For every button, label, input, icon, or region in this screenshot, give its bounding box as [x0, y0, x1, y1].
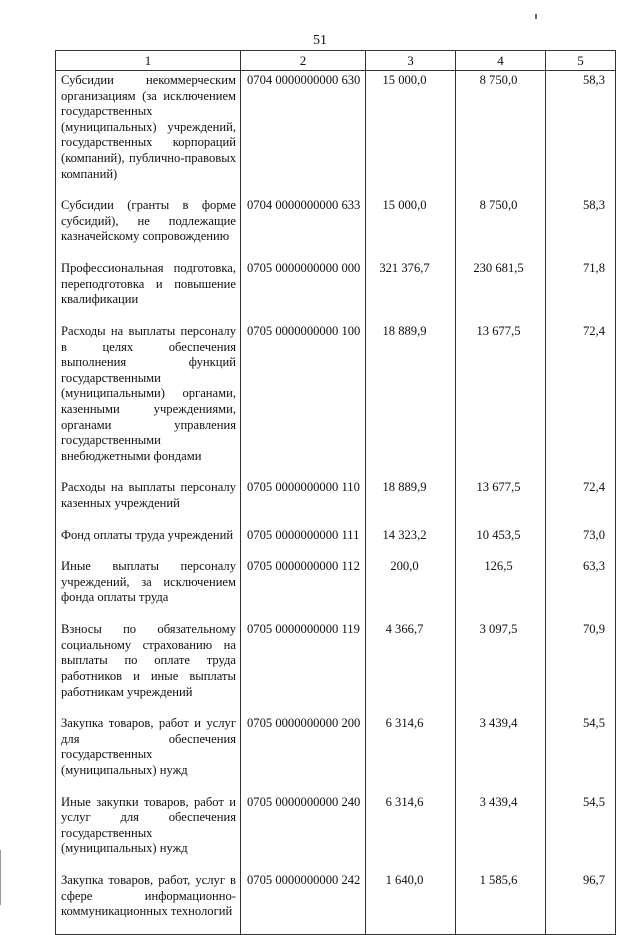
column-header: 2: [241, 51, 366, 71]
row-code: 0705 0000000000 000: [241, 259, 366, 322]
row-code: 0704 0000000000 633: [241, 196, 366, 259]
row-percent-value: 72,4: [546, 322, 616, 478]
column-header: 3: [366, 51, 456, 71]
row-actual-value: 1 585,6: [456, 871, 546, 934]
table-body: [56, 71, 616, 935]
row-name: Профессиональная подготовка, переподготовка и повышение квалификации: [56, 259, 241, 322]
table-row: [56, 620, 616, 714]
row-name: Фонд оплаты труда учреждений: [56, 526, 241, 558]
table-header-row: [56, 51, 616, 71]
row-plan-value: 4 366,7: [366, 620, 456, 714]
row-plan-value: 15 000,0: [366, 196, 456, 259]
table-row: [56, 259, 616, 322]
row-name: Расходы на выплаты персоналу казенных учреждений: [56, 478, 241, 525]
table-row: [56, 557, 616, 620]
row-actual-value: 126,5: [456, 557, 546, 620]
table-row: [56, 793, 616, 871]
row-percent-value: 73,0: [546, 526, 616, 558]
column-header: 5: [546, 51, 616, 71]
row-plan-value: 321 376,7: [366, 259, 456, 322]
row-code: 0705 0000000000 100: [241, 322, 366, 478]
scan-edge-line: [0, 850, 1, 905]
row-plan-value: 18 889,9: [366, 478, 456, 525]
row-name: Субсидии некоммерческим организациям (за исключением государственных (муниципальных) учреждений, государственных корпораций (компаний), публично-правовых компаний): [56, 71, 241, 197]
row-actual-value: 3 439,4: [456, 793, 546, 871]
row-percent-value: 63,3: [546, 557, 616, 620]
row-code: 0705 0000000000 111: [241, 526, 366, 558]
row-name: Расходы на выплаты персоналу в целях обеспечения выполнения функций государственными (муниципальными) органами, казенными учреждениями, органами управления государственными внебюджетными фондами: [56, 322, 241, 478]
scan-mark: [535, 14, 537, 19]
row-percent-value: 58,3: [546, 196, 616, 259]
row-percent-value: 72,4: [546, 478, 616, 525]
row-name: Иные выплаты персоналу учреждений, за исключением фонда оплаты труда: [56, 557, 241, 620]
row-plan-value: 200,0: [366, 557, 456, 620]
row-actual-value: 3 439,4: [456, 714, 546, 792]
row-actual-value: 13 677,5: [456, 478, 546, 525]
budget-table: [55, 50, 616, 935]
column-header: 1: [56, 51, 241, 71]
table-row: [56, 322, 616, 478]
table-row: [56, 478, 616, 525]
row-code: 0705 0000000000 110: [241, 478, 366, 525]
row-percent-value: 70,9: [546, 620, 616, 714]
table-row: [56, 71, 616, 197]
row-code: 0705 0000000000 112: [241, 557, 366, 620]
column-header: 4: [456, 51, 546, 71]
row-code: 0705 0000000000 200: [241, 714, 366, 792]
row-plan-value: 14 323,2: [366, 526, 456, 558]
table-row: [56, 871, 616, 934]
row-name: Взносы по обязательному социальному страхованию на выплаты по оплате труда работников и иные выплаты работникам учреждений: [56, 620, 241, 714]
row-percent-value: 96,7: [546, 871, 616, 934]
row-plan-value: 18 889,9: [366, 322, 456, 478]
row-actual-value: 230 681,5: [456, 259, 546, 322]
row-plan-value: 1 640,0: [366, 871, 456, 934]
row-actual-value: 8 750,0: [456, 196, 546, 259]
row-actual-value: 3 097,5: [456, 620, 546, 714]
row-actual-value: 10 453,5: [456, 526, 546, 558]
row-percent-value: 58,3: [546, 71, 616, 197]
row-code: 0705 0000000000 119: [241, 620, 366, 714]
row-name: Иные закупки товаров, работ и услуг для обеспечения государственных (муниципальных) нужд: [56, 793, 241, 871]
row-code: 0705 0000000000 240: [241, 793, 366, 871]
row-plan-value: 6 314,6: [366, 793, 456, 871]
row-plan-value: 6 314,6: [366, 714, 456, 792]
table-row: [56, 196, 616, 259]
row-name: Закупка товаров, работ и услуг для обеспечения государственных (муниципальных) нужд: [56, 714, 241, 792]
page-number: 51: [313, 33, 327, 48]
row-percent-value: 71,8: [546, 259, 616, 322]
row-plan-value: 15 000,0: [366, 71, 456, 197]
row-actual-value: 13 677,5: [456, 322, 546, 478]
table-row: [56, 526, 616, 558]
table-row: [56, 714, 616, 792]
row-actual-value: 8 750,0: [456, 71, 546, 197]
row-name: Закупка товаров, работ, услуг в сфере информационно-коммуникационных технологий: [56, 871, 241, 934]
row-code: 0705 0000000000 242: [241, 871, 366, 934]
row-percent-value: 54,5: [546, 793, 616, 871]
row-name: Субсидии (гранты в форме субсидий), не подлежащие казначейскому сопровождению: [56, 196, 241, 259]
row-code: 0704 0000000000 630: [241, 71, 366, 197]
row-percent-value: 54,5: [546, 714, 616, 792]
